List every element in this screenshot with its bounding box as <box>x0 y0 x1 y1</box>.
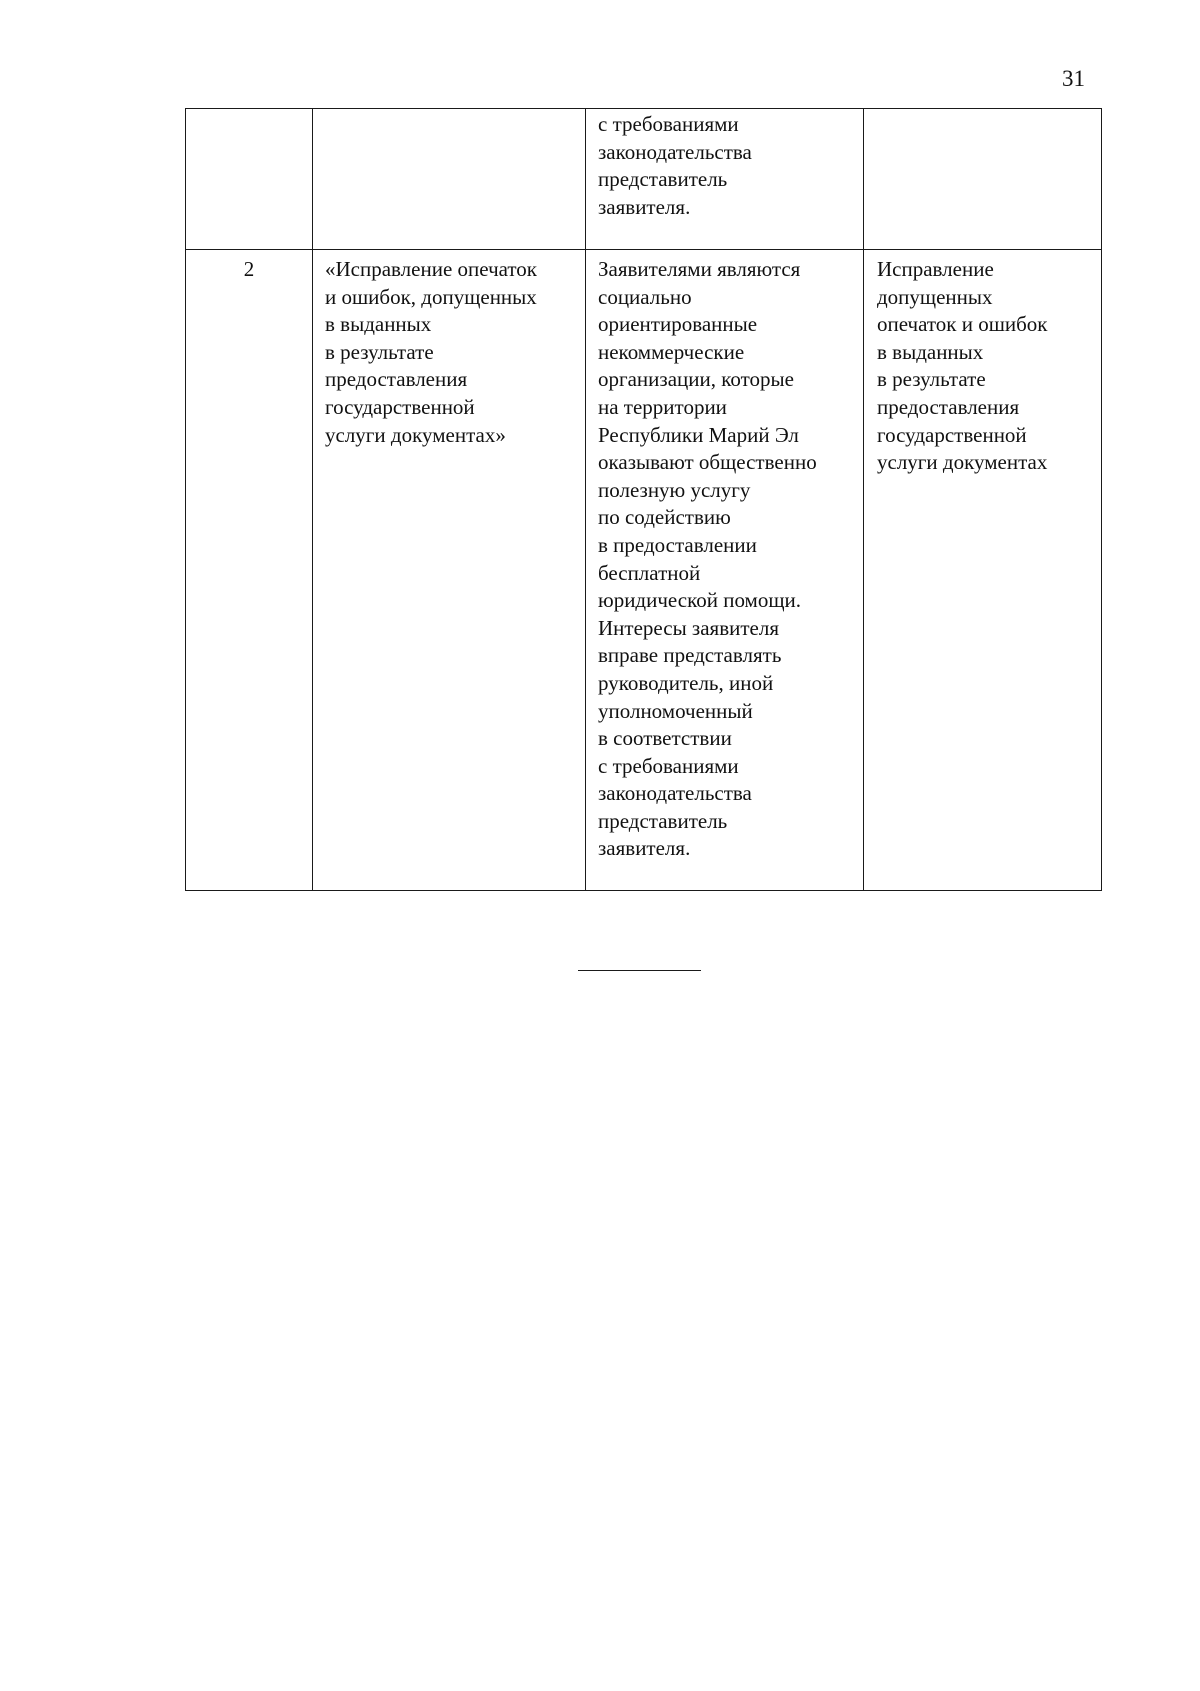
result-description <box>864 109 1101 111</box>
row-number-cell <box>186 109 313 250</box>
table-row <box>186 250 1102 891</box>
row-number <box>186 109 312 111</box>
table-row <box>186 109 1102 250</box>
row-number: 2 <box>243 257 255 281</box>
page-number: 31 <box>1062 66 1085 91</box>
service-name-cell <box>313 109 586 250</box>
end-of-document-rule <box>578 970 701 971</box>
row-number-cell <box>186 250 313 891</box>
applicant-description: с требованиями законодательства представитель заявителя. <box>598 112 752 219</box>
result-description: Исправление допущенных опечаток и ошибок в выданных в результате предоставления государственной услуги документах <box>877 257 1048 475</box>
applicant-cell <box>586 109 864 250</box>
applicant-description: Заявителями являются социально ориентированные некоммерческие организации, которые на территории Республики Марий Эл оказывают общественно полезную услугу по содействию в предоставлении бесплатной юридической помощи. Интересы заявителя вправе представлять руководитель, иной уполномоченный в соответствии с требованиями законодательства представитель заявителя. <box>598 257 817 861</box>
service-name <box>313 109 585 111</box>
document-table <box>185 108 1102 891</box>
service-name: «Исправление опечаток и ошибок, допущенных в выданных в результате предоставления государственной услуги документах» <box>325 257 538 447</box>
result-cell <box>864 109 1102 250</box>
service-name-cell <box>313 250 586 891</box>
applicant-cell <box>586 250 864 891</box>
result-cell <box>864 250 1102 891</box>
